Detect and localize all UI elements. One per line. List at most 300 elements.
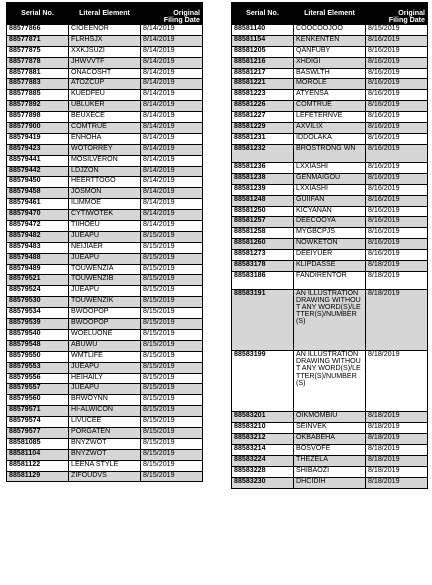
table-row [7,427,203,438]
serial-cell: 88579574 [7,417,69,428]
literal-cell: COOCOOJOO [294,25,366,36]
filing-date-cell: 8/18/2019 [366,434,428,445]
serial-cell: 88581260 [232,239,294,250]
serial-cell: 88583224 [232,456,294,467]
literal-cell: WOELUONE [69,329,141,340]
table-row [232,351,428,412]
filing-date-cell: 8/15/2019 [141,384,203,395]
literal-cell: WOTORREY [69,144,141,155]
serial-cell: 88579482 [7,231,69,242]
filing-date-cell: 8/18/2019 [366,423,428,434]
serial-cell: 88581122 [7,460,69,471]
table-row [7,329,203,340]
date-header-line1: Original [173,8,200,17]
table-body-left [7,25,203,482]
filing-date-cell: 8/14/2019 [141,79,203,90]
filing-date-cell: 8/15/2019 [141,264,203,275]
table-row [7,319,203,330]
literal-cell: ILIMMOE [69,199,141,210]
filing-date-cell: 8/16/2019 [366,112,428,123]
table-row [7,438,203,449]
serial-header: Serial No. [232,3,294,25]
table-row [7,395,203,406]
serial-cell: 88583178 [232,261,294,272]
filing-date-cell: 8/16/2019 [366,90,428,101]
serial-cell: 88579524 [7,286,69,297]
table-row [7,417,203,428]
filing-date-cell: 8/16/2019 [366,68,428,79]
filing-date-cell: 8/14/2019 [141,166,203,177]
serial-cell: 88583230 [232,477,294,488]
filing-date-cell: 8/15/2019 [141,351,203,362]
serial-cell: 88581227 [232,112,294,123]
table-row [232,173,428,184]
filing-date-cell: 8/14/2019 [141,46,203,57]
table-row [7,177,203,188]
literal-cell: LXXIASHI [294,162,366,173]
literal-cell: NOWKETON [294,239,366,250]
table-row [232,456,428,467]
filing-date-cell: 8/14/2019 [141,133,203,144]
table-row [232,477,428,488]
filing-date-cell: 8/18/2019 [366,351,428,412]
filing-date-cell: 8/16/2019 [366,250,428,261]
serial-cell: 88579560 [7,395,69,406]
filing-date-cell: 8/15/2019 [141,242,203,253]
serial-cell: 88579488 [7,253,69,264]
serial-cell: 88579553 [7,362,69,373]
literal-cell: LEENA STYLE [69,460,141,471]
literal-cell: COMTRUE [294,101,366,112]
filing-date-cell: 8/16/2019 [366,46,428,57]
literal-cell: FLRHSJX [69,35,141,46]
literal-cell: JUEAPU [69,286,141,297]
serial-cell: 88577878 [7,57,69,68]
filing-date-cell: 8/14/2019 [141,199,203,210]
table-header-row [7,3,203,25]
serial-cell: 88577885 [7,90,69,101]
serial-cell: 88583199 [232,351,294,412]
literal-cell: HI-ALWICON [69,406,141,417]
serial-cell: 88579442 [7,166,69,177]
literal-cell: HEERTTOGO [69,177,141,188]
literal-cell: DEECOOYA [294,217,366,228]
literal-cell: SEINVEK [294,423,366,434]
table-row [7,35,203,46]
serial-cell: 88581205 [232,46,294,57]
literal-cell: TOUWENZIB [69,275,141,286]
table-row [7,286,203,297]
filing-date-cell: 8/14/2019 [141,112,203,123]
filing-date-cell: 8/18/2019 [366,456,428,467]
table-row [232,217,428,228]
serial-cell: 88583214 [232,445,294,456]
serial-cell: 88579540 [7,329,69,340]
filing-date-cell: 8/15/2019 [366,25,428,36]
literal-cell: WMTLIFE [69,351,141,362]
filing-date-cell: 8/14/2019 [141,101,203,112]
serial-cell: 88577898 [7,112,69,123]
filing-date-cell: 8/16/2019 [366,123,428,134]
table-row [232,112,428,123]
literal-cell: LDJZON [69,166,141,177]
serial-cell: 88581257 [232,217,294,228]
table-row [7,25,203,36]
table-row [7,351,203,362]
literal-header: Literal Element [69,3,141,25]
table-row [7,221,203,232]
literal-cell: ONACOSHT [69,68,141,79]
serial-cell: 88579423 [7,144,69,155]
serial-cell: 88579521 [7,275,69,286]
table-row [232,184,428,195]
filing-date-cell: 8/14/2019 [141,68,203,79]
literal-cell: DHCIDIH [294,477,366,488]
table-row [232,466,428,477]
table-row [7,373,203,384]
filing-date-cell: 8/14/2019 [141,177,203,188]
filing-date-cell: 8/18/2019 [366,477,428,488]
literal-cell: JOSMON [69,188,141,199]
serial-cell: 88581129 [7,471,69,482]
serial-cell: 88583210 [232,423,294,434]
literal-cell: BROSTRONG WN [294,144,366,162]
literal-cell: IDDOLAKA [294,133,366,144]
serial-cell: 88579556 [7,373,69,384]
filing-date-cell: 8/18/2019 [366,261,428,272]
serial-cell: 88581258 [232,228,294,239]
literal-cell: ATOZCUP [69,79,141,90]
literal-cell: ATYENSA [294,90,366,101]
filing-date-cell: 8/15/2019 [141,319,203,330]
table-row [7,112,203,123]
literal-cell: JUEAPU [69,231,141,242]
filing-date-cell: 8/18/2019 [366,445,428,456]
filing-date-cell: 8/15/2019 [141,340,203,351]
table-row [7,449,203,460]
filing-date-cell: 8/16/2019 [366,133,428,144]
filing-date-cell: 8/16/2019 [366,101,428,112]
literal-cell: AN ILLUSTRATION DRAWING WITHOUT ANY WORD(S)/LETTER(S)/NUMBER(S) [294,351,366,412]
table-row [232,101,428,112]
filing-date-cell: 8/14/2019 [141,57,203,68]
filing-date-cell: 8/15/2019 [141,329,203,340]
literal-cell: LEFETERNVE [294,112,366,123]
serial-cell: 88577866 [7,25,69,36]
date-header-line1: Original [398,8,425,17]
filing-date-cell: 8/15/2019 [141,253,203,264]
table-row [232,35,428,46]
serial-cell: 88579571 [7,406,69,417]
date-header [141,3,203,25]
table-row [232,162,428,173]
literal-cell: KICYANAN [294,206,366,217]
serial-cell: 88577900 [7,123,69,134]
literal-cell: HEIHAILY [69,373,141,384]
filing-table-left [6,2,203,482]
table-row [232,250,428,261]
table-row [7,79,203,90]
table-row [232,239,428,250]
filing-date-cell: 8/15/2019 [141,417,203,428]
table-row [232,206,428,217]
literal-cell: JUEAPU [69,362,141,373]
filing-date-cell: 8/16/2019 [366,217,428,228]
serial-cell: 88581104 [7,449,69,460]
serial-cell: 88581229 [232,123,294,134]
literal-cell: LXXIASHI [294,184,366,195]
table-row [7,166,203,177]
filing-table-right [231,2,428,489]
serial-cell: 88579470 [7,210,69,221]
filing-date-cell: 8/18/2019 [366,466,428,477]
table-row [7,231,203,242]
serial-cell: 88579489 [7,264,69,275]
table-row [232,228,428,239]
serial-cell: 88579483 [7,242,69,253]
table-row [7,253,203,264]
literal-cell: BASWLTH [294,68,366,79]
serial-cell: 88581239 [232,184,294,195]
table-row [7,188,203,199]
filing-date-cell: 8/16/2019 [366,79,428,90]
serial-cell: 88579472 [7,221,69,232]
filing-date-cell: 8/15/2019 [141,308,203,319]
filing-date-cell: 8/15/2019 [141,471,203,482]
literal-cell: CYTIWOTEK [69,210,141,221]
literal-cell: AN ILLUSTRATION DRAWING WITHOUT ANY WORD(S)/LETTER(S)/NUMBER(S) [294,290,366,351]
serial-cell: 88581236 [232,162,294,173]
table-row [232,290,428,351]
table-row [7,123,203,134]
filing-date-cell: 8/16/2019 [366,206,428,217]
literal-cell: ABUWU [69,340,141,351]
literal-cell: BNYZWOT [69,438,141,449]
serial-cell: 88581248 [232,195,294,206]
literal-cell: ENHOHA [69,133,141,144]
table-row [7,101,203,112]
literal-cell: BWOOPOP [69,308,141,319]
table-row [232,271,428,289]
table-row [7,68,203,79]
filing-date-cell: 8/18/2019 [366,271,428,289]
table-row [232,90,428,101]
serial-header: Serial No. [7,3,69,25]
filing-date-cell: 8/15/2019 [141,438,203,449]
literal-cell: MYGBCPJS [294,228,366,239]
filing-date-cell: 8/14/2019 [141,210,203,221]
literal-cell: SHIBAOZI [294,466,366,477]
table-row [7,57,203,68]
serial-cell: 88581273 [232,250,294,261]
table-row [7,155,203,166]
literal-cell: AXVILIX [294,123,366,134]
serial-cell: 88581223 [232,90,294,101]
literal-cell: LIVUCEE [69,417,141,428]
filing-date-cell: 8/15/2019 [141,406,203,417]
serial-cell: 88577875 [7,46,69,57]
serial-cell: 88583201 [232,412,294,423]
serial-cell: 88581221 [232,79,294,90]
literal-cell: JUEAPU [69,253,141,264]
serial-cell: 88581231 [232,133,294,144]
serial-cell: 88579458 [7,188,69,199]
filing-date-cell: 8/15/2019 [141,395,203,406]
filing-date-cell: 8/14/2019 [141,35,203,46]
filing-date-cell: 8/16/2019 [366,228,428,239]
table-row [232,423,428,434]
filing-date-cell: 8/15/2019 [141,449,203,460]
table-row [7,406,203,417]
literal-cell: KLIPDASSE [294,261,366,272]
literal-cell: FANDIRENTOR [294,271,366,289]
literal-cell: UBLUKER [69,101,141,112]
table-row [232,445,428,456]
filing-date-cell: 8/15/2019 [141,297,203,308]
literal-cell: KENKENTEN [294,35,366,46]
serial-cell: 88579548 [7,340,69,351]
table-row [232,412,428,423]
table-row [232,144,428,162]
serial-cell: 88581085 [7,438,69,449]
table-row [232,46,428,57]
filing-date-cell: 8/16/2019 [366,57,428,68]
filing-date-cell: 8/15/2019 [141,275,203,286]
filing-date-cell: 8/14/2019 [141,25,203,36]
literal-cell: QANFUBY [294,46,366,57]
table-row [7,264,203,275]
serial-cell: 88579550 [7,351,69,362]
literal-cell: OKBABEHA [294,434,366,445]
filing-date-cell: 8/16/2019 [366,144,428,162]
date-header-line2: Filing Date [388,15,425,24]
literal-cell: BEUXECE [69,112,141,123]
literal-cell: DEEIYUER [294,250,366,261]
serial-cell: 88581238 [232,173,294,184]
table-row [7,242,203,253]
table-row [232,68,428,79]
date-header [366,3,428,25]
filing-date-cell: 8/16/2019 [366,162,428,173]
serial-cell: 88579450 [7,177,69,188]
literal-cell: JUEAPU [69,384,141,395]
filing-date-cell: 8/16/2019 [366,239,428,250]
table-row [232,57,428,68]
filing-date-cell: 8/15/2019 [141,286,203,297]
filing-date-cell: 8/15/2019 [141,460,203,471]
serial-cell: 88579557 [7,384,69,395]
filing-date-cell: 8/18/2019 [366,290,428,351]
serial-cell: 88583191 [232,290,294,351]
date-header-line2: Filing Date [163,15,200,24]
filing-date-cell: 8/16/2019 [366,184,428,195]
literal-cell: MOROLE [294,79,366,90]
serial-cell: 88581216 [232,57,294,68]
serial-cell: 88581232 [232,144,294,162]
table-row [7,144,203,155]
literal-cell: PORGATEN [69,427,141,438]
serial-cell: 88579441 [7,155,69,166]
literal-cell: JHWVVTF [69,57,141,68]
table-row [232,123,428,134]
literal-cell: TIIHOEU [69,221,141,232]
table-row [232,133,428,144]
serial-cell: 88581226 [232,101,294,112]
literal-cell: TOUWENZIK [69,297,141,308]
serial-cell: 88579534 [7,308,69,319]
serial-cell: 88583228 [232,466,294,477]
literal-cell: CIOEENOR [69,25,141,36]
table-row [7,210,203,221]
literal-cell: BRWOYNN [69,395,141,406]
serial-cell: 88577871 [7,35,69,46]
table-row [7,46,203,57]
table-row [7,90,203,101]
filing-date-cell: 8/18/2019 [366,412,428,423]
filing-date-cell: 8/15/2019 [141,373,203,384]
filing-date-cell: 8/16/2019 [366,173,428,184]
table-row [7,340,203,351]
table-body-right [232,25,428,489]
serial-cell: 88579419 [7,133,69,144]
filing-date-cell: 8/15/2019 [141,427,203,438]
filing-date-cell: 8/16/2019 [366,195,428,206]
table-row [7,297,203,308]
literal-cell: THEZELA [294,456,366,467]
filing-date-cell: 8/14/2019 [141,221,203,232]
literal-cell: TOUWENZIA [69,264,141,275]
serial-cell: 88579577 [7,427,69,438]
literal-cell: NEIJIAER [69,242,141,253]
table-row [7,460,203,471]
serial-cell: 88577883 [7,79,69,90]
table-row [7,308,203,319]
table-row [232,195,428,206]
table-row [7,362,203,373]
table-row [232,25,428,36]
filing-date-cell: 8/14/2019 [141,144,203,155]
serial-cell: 88579530 [7,297,69,308]
literal-cell: OIKMOMBIU [294,412,366,423]
serial-cell: 88579539 [7,319,69,330]
filing-date-cell: 8/15/2019 [141,231,203,242]
serial-cell: 88581140 [232,25,294,36]
filing-date-cell: 8/16/2019 [366,35,428,46]
filing-date-cell: 8/14/2019 [141,123,203,134]
serial-cell: 88581154 [232,35,294,46]
literal-cell: GUIIFAN [294,195,366,206]
literal-cell: ZIFOUDVS [69,471,141,482]
table-row [7,199,203,210]
table-row [7,384,203,395]
filing-date-cell: 8/14/2019 [141,90,203,101]
literal-cell: XXKJSUZI [69,46,141,57]
filing-date-cell: 8/14/2019 [141,188,203,199]
literal-header: Literal Element [294,3,366,25]
serial-cell: 88577892 [7,101,69,112]
table-header-row [232,3,428,25]
literal-cell: MOSILVERON [69,155,141,166]
literal-cell: BNYZWOT [69,449,141,460]
literal-cell: BOSVOFE [294,445,366,456]
literal-cell: KUEDFEU [69,90,141,101]
table-row [232,79,428,90]
table-row [7,471,203,482]
table-row [232,261,428,272]
literal-cell: GENMAIGOU [294,173,366,184]
serial-cell: 88583212 [232,434,294,445]
serial-cell: 88583186 [232,271,294,289]
